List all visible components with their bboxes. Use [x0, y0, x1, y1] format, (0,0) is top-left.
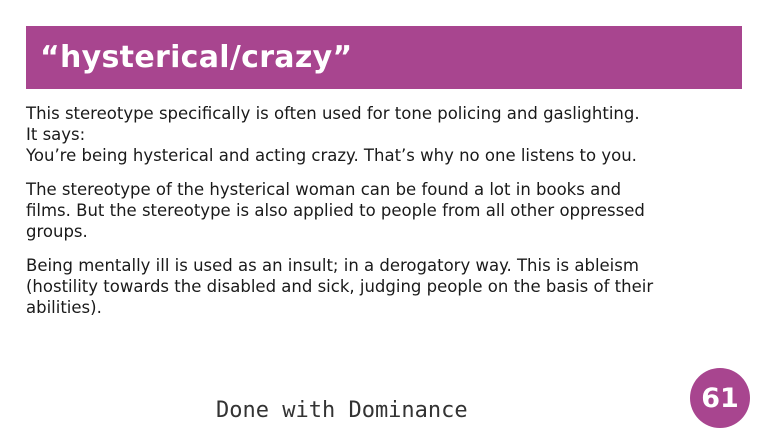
- paragraph-line: films. But the stereotype is also applied to people from all other oppressed: [26, 201, 645, 220]
- slide-title: “hysterical/crazy”: [40, 40, 353, 75]
- page-number: 61: [701, 382, 739, 414]
- footer-brand: Done with Dominance: [216, 398, 468, 423]
- title-banner: [26, 26, 742, 89]
- paragraph-1: [26, 103, 742, 166]
- paragraph-line: The stereotype of the hysterical woman can be found a lot in books and: [26, 180, 622, 199]
- paragraph-line: You’re being hysterical and acting crazy. That’s why no one listens to you.: [26, 146, 637, 165]
- paragraph-3: [26, 255, 742, 318]
- page-number-badge: [690, 368, 750, 428]
- paragraph-line: abilities).: [26, 298, 102, 317]
- slide-body: [26, 103, 742, 331]
- paragraph-line: This stereotype specifically is often used for tone policing and gaslighting.: [26, 104, 640, 123]
- paragraph-line: (hostility towards the disabled and sick, judging people on the basis of their: [26, 277, 654, 296]
- paragraph-2: [26, 179, 742, 242]
- paragraph-line: groups.: [26, 222, 88, 241]
- paragraph-line: Being mentally ill is used as an insult; in a derogatory way. This is ableism: [26, 256, 639, 275]
- paragraph-line: It says:: [26, 125, 86, 144]
